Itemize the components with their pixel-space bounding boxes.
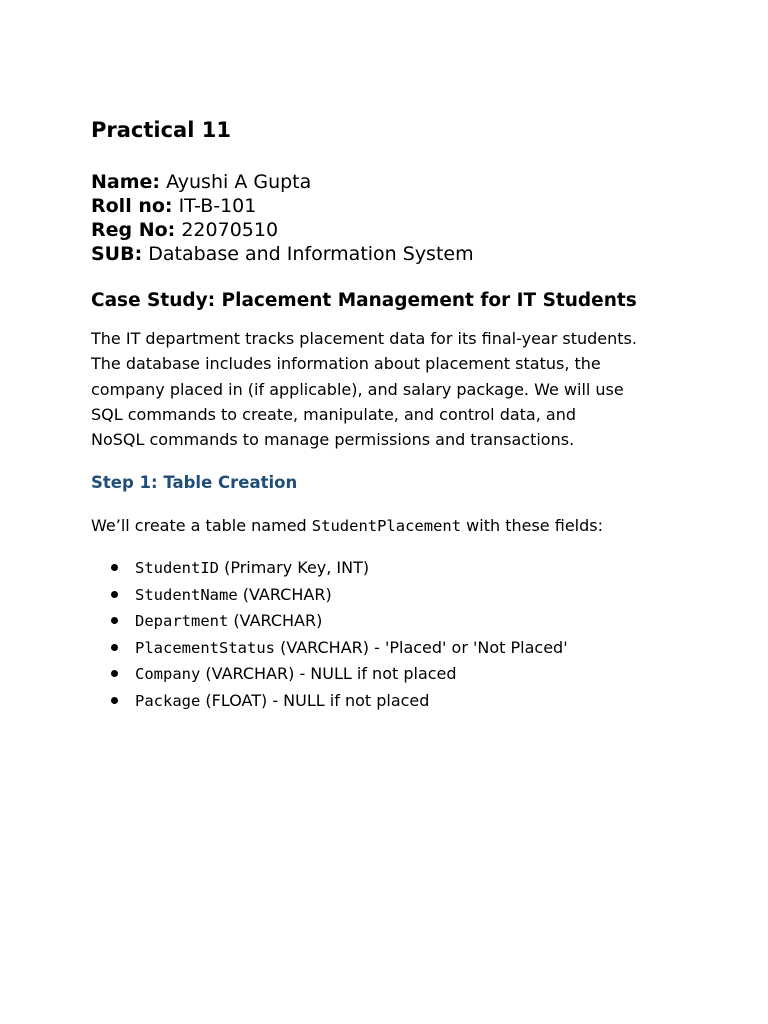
field-name-code: StudentID	[135, 559, 219, 578]
bullet-icon	[111, 697, 118, 704]
paragraph-line: NoSQL commands to manage permissions and transactions.	[91, 430, 575, 450]
info-row-subject	[91, 242, 731, 266]
step-heading: Step 1: Table Creation	[91, 473, 298, 493]
field-name-code: PlacementStatus	[135, 638, 275, 657]
table-name-code: StudentPlacement	[311, 517, 462, 536]
field-description: (VARCHAR) - NULL if not placed	[200, 664, 457, 684]
field-description: (FLOAT) - NULL if not placed	[200, 690, 430, 710]
field-description: (Primary Key, INT)	[219, 558, 370, 578]
field-description: (VARCHAR)	[237, 584, 332, 604]
field-name-code: Package	[135, 691, 201, 710]
info-row-reg-no	[91, 218, 731, 242]
info-row-roll-no	[91, 194, 731, 218]
list-item	[91, 661, 731, 688]
bullet-icon	[111, 644, 118, 651]
info-row-name	[91, 170, 731, 194]
paragraph-line: The IT department tracks placement data for its final-year students.	[91, 329, 637, 348]
field-list	[91, 555, 731, 714]
info-label: Name:	[91, 171, 161, 193]
document-page	[91, 116, 731, 714]
bullet-icon	[111, 617, 118, 624]
field-description: (VARCHAR) - 'Placed' or 'Not Placed'	[274, 637, 568, 657]
case-study-paragraph	[91, 326, 731, 452]
field-description: (VARCHAR)	[228, 611, 323, 631]
field-name-code: Department	[135, 612, 229, 631]
paragraph-line: SQL commands to create, manipulate, and control data, and	[91, 404, 576, 424]
info-value: IT-B-101	[178, 195, 257, 217]
list-item	[91, 608, 731, 635]
paragraph-line: The database includes information about placement status, the	[91, 354, 601, 374]
table-intro	[91, 514, 731, 538]
list-item	[91, 635, 731, 662]
list-item	[91, 555, 731, 582]
list-item	[91, 582, 731, 609]
info-value: Ayushi A Gupta	[166, 171, 312, 193]
info-label: SUB:	[91, 243, 143, 265]
intro-text: with these fields:	[461, 516, 603, 536]
field-name-code: StudentName	[135, 585, 238, 604]
field-name-code: Company	[135, 665, 201, 684]
student-info	[91, 170, 731, 266]
list-item	[91, 688, 731, 715]
bullet-icon	[111, 591, 118, 598]
info-value: 22070510	[181, 219, 279, 241]
case-study-heading: Case Study: Placement Management for IT Students	[91, 290, 637, 311]
document-title: Practical 11	[91, 118, 231, 142]
info-label: Roll no:	[91, 195, 173, 217]
paragraph-line: company placed in (if applicable), and salary package. We will use	[91, 379, 624, 399]
info-label: Reg No:	[91, 219, 176, 241]
intro-text: We’ll create a table named	[91, 516, 312, 536]
bullet-icon	[111, 670, 118, 677]
info-value: Database and Information System	[148, 243, 474, 265]
bullet-icon	[111, 564, 118, 571]
